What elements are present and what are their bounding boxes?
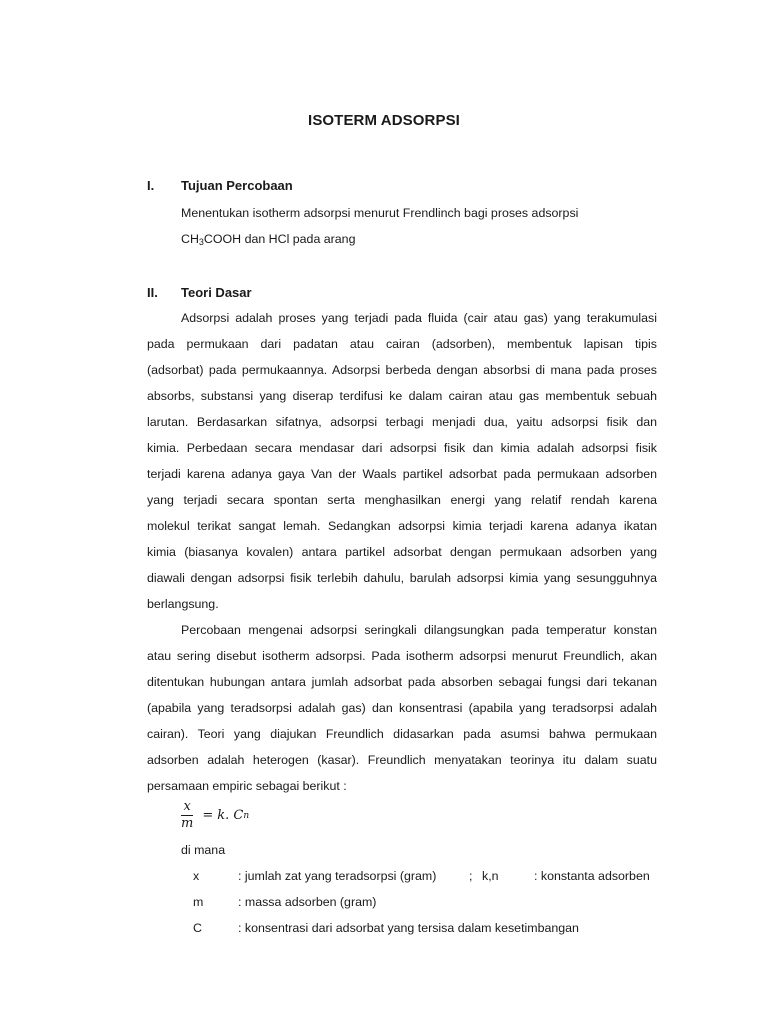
definition-symbol-m: m [193,895,204,909]
document-title: ISOTERM ADSORPSI [308,112,460,129]
section-heading-teori-dasar: Teori Dasar [181,285,252,300]
definition-symbol-x: x [193,869,200,883]
definition-text-x: : jumlah zat yang teradsorpsi (gram) [238,869,437,883]
paragraph-1-line: pada permukaan dari padatan atau cairan (adsorben), membentuk lapisan tipis [147,337,657,351]
paragraph-1-line: kimia (biasanya kovalen) antara partikel adsorbat dengan permukaan adsorben yang [147,545,657,559]
paragraph-1-line: molekul terikat sangat lemah. Sedangkan adsorpsi kimia terjadi karena adanya ikatan [147,519,657,533]
definition-symbol-c: C [193,921,202,935]
paragraph-1-line: berlangsung. [147,597,219,611]
fraction-x-over-m: $\frac{x}{m}$ [181,799,194,831]
paragraph-1-line: kimia. Perbedaan secara mendasar dari adsorpsi fisik dan kimia adalah adsorpsi fisik [147,441,657,455]
section-heading-tujuan: Tujuan Percobaan [181,178,293,193]
freundlich-equation: $\frac{x}{m}$ = k. C n [181,799,250,831]
paragraph-1-line: diawali dengan adsorpsi fisik terlebih dahulu, barulah adsorpsi kimia yang sesungguhnya [147,571,657,585]
objective-line-1: Menentukan isotherm adsorpsi menurut Frendlinch bagi proses adsorpsi [181,206,579,220]
definition-text-m: : massa adsorben (gram) [238,895,377,909]
paragraph-2-line: atau sering disebut isotherm adsorpsi. Pada isotherm adsorpsi menurut Freundlich, akan [147,649,657,663]
section-number-2: II. [147,285,158,300]
paragraph-2-line: Percobaan mengenai adsorpsi seringkali dilangsungkan pada temperatur konstan [181,623,657,637]
definition-text-kn: : konstanta adsorben [534,869,650,883]
paragraph-1-line: terjadi karena adanya gaya Van der Waals partikel adsorbat pada permukaan adsorben [147,467,657,481]
definition-separator: ; [469,869,473,883]
chemical-formula-ch3cooh: $CH_3COOH$ [181,232,242,247]
paragraph-1-line: larutan. Berdasarkan sifatnya, adsorpsi terbagi menjadi dua, yaitu adsorpsi fisik dan [147,415,657,429]
paragraph-1-line: Adsorpsi adalah proses yang terjadi pada fluida (cair atau gas) yang terakumulasi [181,311,657,325]
paragraph-1-line: (adsorbat) pada permukaannya. Adsorpsi berbeda dengan absorbsi di mana pada proses [147,363,657,377]
paragraph-1-line: absorbs, substansi yang diserap terdifusi ke dalam cairan atau gas membentuk sebuah [147,389,657,403]
paragraph-2-line: adsorben adalah heterogen (kasar). Freundlich menyatakan teorinya itu dalam suatu [147,753,657,767]
definition-symbol-kn: k,n [482,869,499,883]
paragraph-2-line: ditentukan hubungan antara jumlah adsorbat pada absorben sebagai fungsi dari tekanan [147,675,657,689]
objective-line-2: $CH_3COOH$ dan HCl pada arang [181,232,356,247]
where-label: di mana [181,843,226,857]
paragraph-2-line: (apabila yang teradsorpsi adalah gas) dan konsentrasi (apabila yang teradsorpsi adalah [147,701,657,715]
section-number-1: I. [147,178,155,193]
definition-text-c: : konsentrasi dari adsorbat yang tersisa dalam kesetimbangan [238,921,579,935]
paragraph-2-line: cairan). Teori yang diajukan Freundlich didasarkan pada asumsi bahwa permukaan [147,727,657,741]
paragraph-2-line: persamaan empiric sebagai berikut : [147,779,347,793]
paragraph-1-line: yang terjadi secara spontan serta menghasilkan energi yang relatif rendah karena [147,493,657,507]
